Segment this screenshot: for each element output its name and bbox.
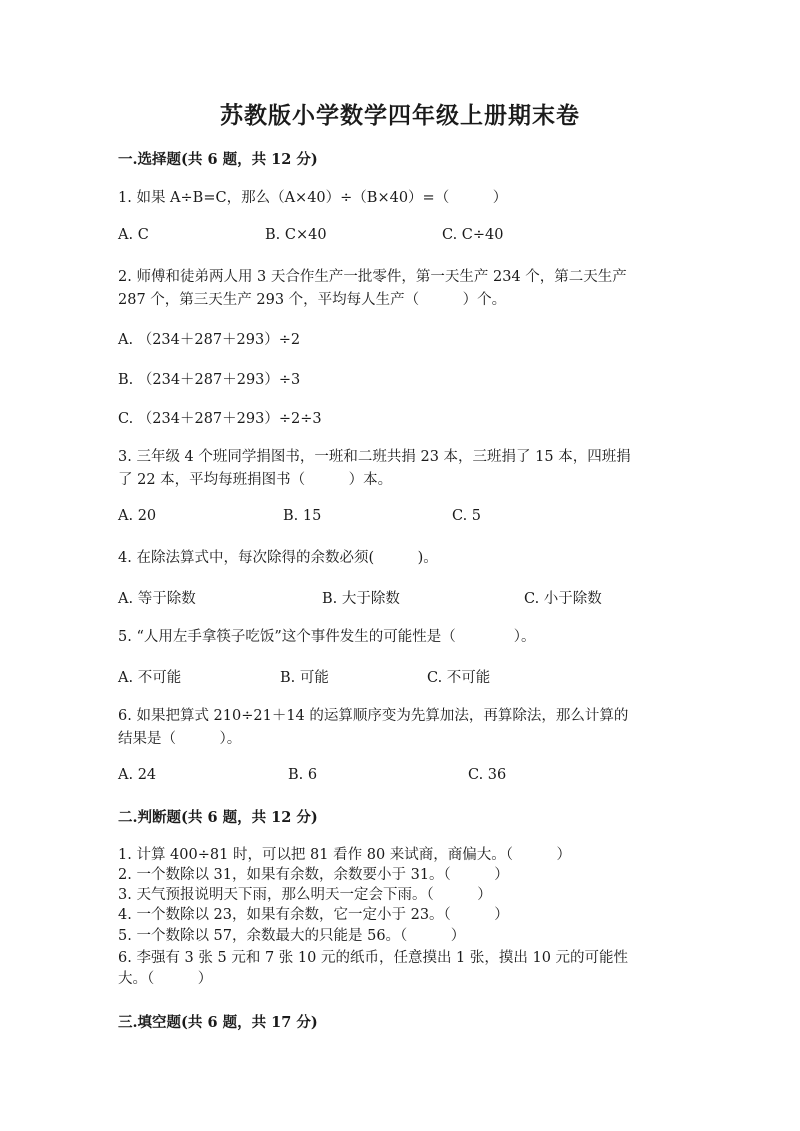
q4-option-a: A. 等于除数 <box>118 591 196 607</box>
q6-option-b: B. 6 <box>288 767 318 783</box>
q3-option-c: C. 5 <box>452 508 482 524</box>
q2-option-c: C. （234＋287＋293）÷2÷3 <box>118 411 322 427</box>
question-2-line-1: 2. 师傅和徒弟两人用 3 天合作生产一批零件，第一天生产 234 个，第二天生产 <box>118 269 627 285</box>
judge-item-3: 3. 天气预报说明天下雨，那么明天一定会下雨。（ ） <box>118 887 492 903</box>
q5-option-c: C. 不可能 <box>427 670 491 686</box>
judge-item-6-line-2: 大。（ ） <box>118 971 213 987</box>
judge-item-1: 1. 计算 400÷81 时，可以把 81 看作 80 来试商，商偏大。（ ） <box>118 847 572 863</box>
judge-item-2: 2. 一个数除以 31，如果有余数，余数要小于 31。（ ） <box>118 867 509 883</box>
q2-option-a: A. （234＋287＋293）÷2 <box>118 332 301 348</box>
question-4: 4. 在除法算式中，每次除得的余数必须( )。 <box>118 550 438 566</box>
q3-option-b: B. 15 <box>283 508 322 524</box>
judge-item-6-line-1: 6. 李强有 3 张 5 元和 7 张 10 元的纸币，任意摸出 1 张，摸出 10 元的可能性 <box>118 950 629 966</box>
section-heading-fill: 三.填空题(共 6 题，共 17 分) <box>118 1014 318 1031</box>
judge-item-4: 4. 一个数除以 23，如果有余数，它一定小于 23。（ ） <box>118 907 509 923</box>
q1-option-c: C. C÷40 <box>442 227 504 243</box>
section-heading-choice: 一.选择题(共 6 题，共 12 分) <box>118 151 318 168</box>
q2-option-b: B. （234＋287＋293）÷3 <box>118 372 301 388</box>
section-heading-judge: 二.判断题(共 6 题，共 12 分) <box>118 809 318 826</box>
question-1: 1. 如果 A÷B=C，那么（A×40）÷（B×40）=（ ） <box>118 190 508 206</box>
page-title: 苏教版小学数学四年级上册期末卷 <box>220 102 580 129</box>
question-6-line-1: 6. 如果把算式 210÷21＋14 的运算顺序变为先算加法，再算除法，那么计算的 <box>118 708 629 724</box>
q3-option-a: A. 20 <box>118 508 157 524</box>
q5-option-a: A. 不可能 <box>118 670 182 686</box>
q1-option-b: B. C×40 <box>265 227 327 243</box>
question-6-line-2: 结果是（ ）。 <box>118 731 242 747</box>
question-3-line-2: 了 22 本，平均每班捐图书（ ）本。 <box>118 472 393 488</box>
question-5: 5. “人用左手拿筷子吃饭”这个事件发生的可能性是（ ）。 <box>118 629 536 645</box>
question-2-line-2: 287 个，第三天生产 293 个，平均每人生产（ ）个。 <box>118 292 507 308</box>
question-3-line-1: 3. 三年级 4 个班同学捐图书，一班和二班共捐 23 本，三班捐了 15 本，四班捐 <box>118 449 631 465</box>
judge-item-5: 5. 一个数除以 57，余数最大的只能是 56。（ ） <box>118 928 466 944</box>
q1-option-a: A. C <box>118 227 149 243</box>
q4-option-b: B. 大于除数 <box>322 591 400 607</box>
q5-option-b: B. 可能 <box>280 670 329 686</box>
q4-option-c: C. 小于除数 <box>524 591 602 607</box>
q6-option-c: C. 36 <box>468 767 507 783</box>
q6-option-a: A. 24 <box>118 767 157 783</box>
